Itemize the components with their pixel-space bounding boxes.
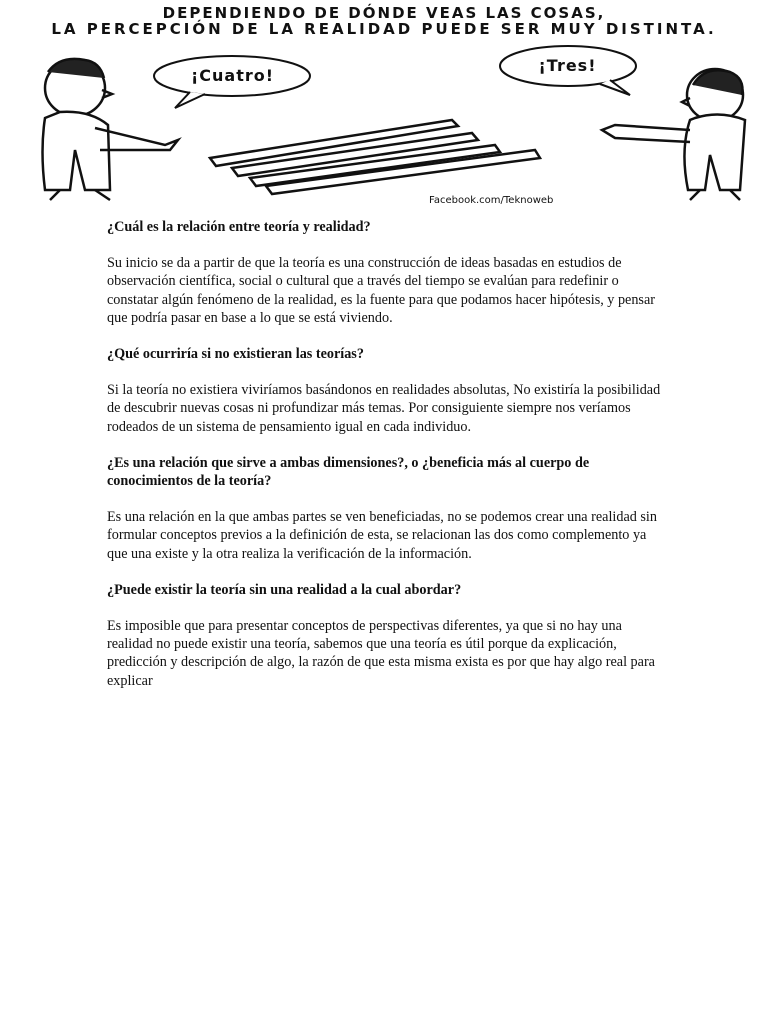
- answer-1: Su inicio se da a partir de que la teoría es una construcción de ideas basadas en estudios de observación científica, social o cultural que a través del tiempo se evalúan para redefinir o constatar algún fenómeno de la realidad, es la fuente para que podamos hacer hipótesis, y pensar que podría pasar en base a lo que se está viviendo.: [107, 255, 655, 326]
- document-body: [107, 218, 667, 708]
- right-bubble-text: ¡Tres!: [538, 56, 597, 75]
- question-3: ¿Es una relación que sirve a ambas dimensiones?, o ¿beneficia más al cuerpo de conocimientos de la teoría?: [107, 454, 590, 490]
- answer-2: Si la teoría no existiera viviríamos basándonos en realidades absolutas, No existiría la posibilidad de descubrir nuevas cosas ni profundizar más temas. Por consiguiente siempre nos veríamos rodeados de un sistema de pensamiento igual en cada individuo.: [107, 382, 661, 435]
- right-character: [602, 69, 745, 200]
- cartoon-image: [0, 0, 768, 207]
- answer-4: Es imposible que para presentar conceptos de perspectivas diferentes, ya que si no hay una realidad no puede existir una teoría, sabemos que una teoría es útil porque da explicación, predicción y descripción de algo, la razón de que esta misma exista es por que hay algo real para explicar: [107, 618, 655, 689]
- question-4: ¿Puede existir la teoría sin una realidad a la cual abordar?: [107, 581, 462, 598]
- left-bubble-text: ¡Cuatro!: [190, 66, 275, 85]
- cartoon-headline-line2: LA PERCEPCIÓN DE LA REALIDAD PUEDE SER MUY DISTINTA.: [51, 20, 717, 38]
- question-1: ¿Cuál es la relación entre teoría y realidad?: [107, 219, 371, 235]
- impossible-beams: [210, 120, 540, 194]
- question-2: ¿Qué ocurriría si no existieran las teorías?: [107, 346, 364, 363]
- cartoon-headline-line1: DEPENDIENDO DE DÓNDE VEAS LAS COSAS,: [162, 4, 606, 22]
- answer-3: Es una relación en la que ambas partes se ven beneficiadas, no se podemos crear una realidad sin formular conceptos previos a la definición de esta, se relacionan las dos como complemento ya que una existe y la otra realiza la verificación de la información.: [107, 509, 657, 562]
- credit-text: Facebook.com/Teknoweb: [429, 195, 554, 206]
